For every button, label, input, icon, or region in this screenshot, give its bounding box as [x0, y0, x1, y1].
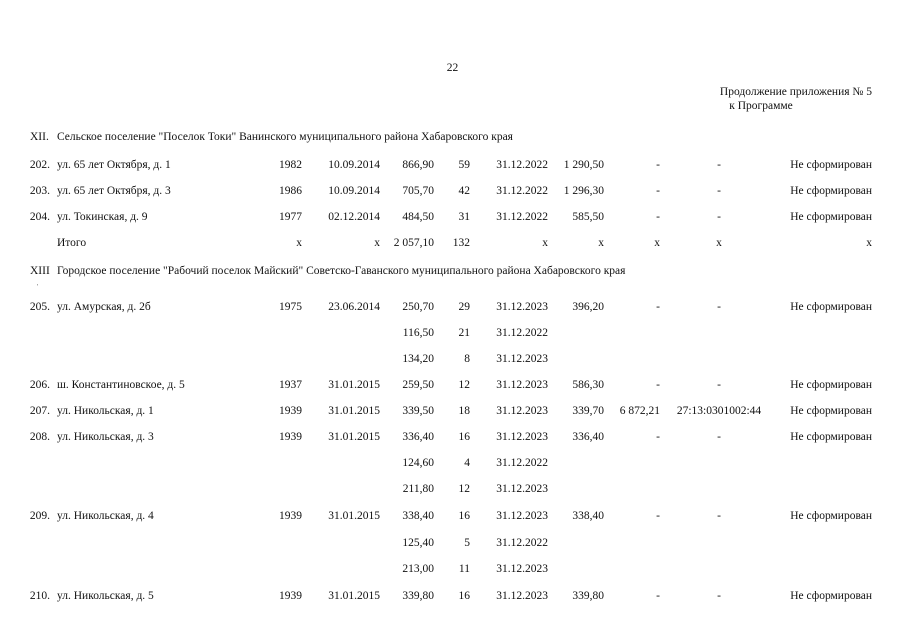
- cell-area: 705,70: [402, 185, 434, 197]
- cell-residents: 12: [458, 379, 470, 391]
- cell-land-area: 339,70: [572, 405, 604, 417]
- cell-emergency-date: 10.09.2014: [328, 185, 380, 197]
- cell-row-number: 208.: [29, 431, 50, 443]
- cell-status: Не сформирован: [790, 159, 872, 171]
- cell-status: Не сформирован: [790, 431, 872, 443]
- section-xii-number: XII.: [30, 131, 49, 143]
- cell-land-area: 336,40: [572, 431, 604, 443]
- cell-area: 484,50: [402, 211, 434, 223]
- cell-row-number: 210.: [29, 590, 50, 602]
- cell-land-area: 586,30: [572, 379, 604, 391]
- cell-row-number: 202.: [29, 159, 50, 171]
- cell-address: ш. Константиновское, д. 5: [57, 379, 185, 391]
- cell-deadline: 31.12.2023: [496, 301, 548, 313]
- cell-address: ул. Токинская, д. 9: [57, 211, 148, 223]
- page-number: 22: [446, 62, 459, 74]
- cell-cadastral-number: x: [716, 237, 722, 249]
- cell-land-area: x: [598, 237, 604, 249]
- appendix-line-2: к Программе: [729, 100, 793, 112]
- cell-address: ул. Никольская, д. 1: [57, 405, 154, 417]
- cell-cadastral-area: 6 872,21: [619, 405, 660, 417]
- cell-deadline: 31.12.2023: [496, 353, 548, 365]
- cell-residents: 16: [458, 431, 470, 443]
- cell-row-number: 209.: [29, 510, 50, 522]
- cell-address: Итого: [57, 237, 87, 249]
- cell-deadline: 31.12.2022: [496, 185, 548, 197]
- cell-cadastral-number: -: [717, 379, 721, 391]
- cell-status: Не сформирован: [790, 185, 872, 197]
- cell-cadastral-area: -: [656, 590, 660, 602]
- cell-address: ул. Никольская, д. 5: [57, 590, 154, 602]
- cell-area: 339,80: [402, 590, 434, 602]
- cell-residents: 29: [458, 301, 470, 313]
- cell-row-number: 203.: [29, 185, 50, 197]
- cell-status: Не сформирован: [790, 510, 872, 522]
- cell-emergency-date: 31.01.2015: [328, 590, 380, 602]
- cell-land-area: 396,20: [572, 301, 604, 313]
- cell-area: 116,50: [402, 327, 434, 339]
- cell-residents: 21: [458, 327, 470, 339]
- cell-area: 124,60: [402, 457, 434, 469]
- cell-area: 336,40: [402, 431, 434, 443]
- cell-cadastral-area: -: [656, 185, 660, 197]
- cell-deadline: 31.12.2023: [496, 563, 548, 575]
- cell-deadline: 31.12.2022: [496, 537, 548, 549]
- cell-residents: 16: [458, 510, 470, 522]
- cell-residents: 8: [464, 353, 470, 365]
- cell-land-area: 1 296,30: [563, 185, 604, 197]
- cell-residents: 59: [458, 159, 470, 171]
- cell-status: Не сформирован: [790, 211, 872, 223]
- cell-area: 338,40: [402, 510, 434, 522]
- cell-land-area: 1 290,50: [563, 159, 604, 171]
- cell-address: ул. Амурская, д. 2б: [57, 301, 151, 313]
- cell-emergency-date: x: [374, 237, 380, 249]
- cell-cadastral-number: -: [717, 590, 721, 602]
- cell-cadastral-number: -: [717, 510, 721, 522]
- cell-area: 125,40: [402, 537, 434, 549]
- cell-residents: 16: [458, 590, 470, 602]
- cell-emergency-date: 10.09.2014: [328, 159, 380, 171]
- cell-cadastral-area: -: [656, 379, 660, 391]
- cell-status: Не сформирован: [790, 590, 872, 602]
- cell-cadastral-number: -: [717, 211, 721, 223]
- cell-residents: 12: [458, 483, 470, 495]
- cell-status: Не сформирован: [790, 301, 872, 313]
- cell-area: 250,70: [402, 301, 434, 313]
- cell-cadastral-area: -: [656, 510, 660, 522]
- section-xiii-number: XIII: [30, 265, 50, 277]
- cell-row-number: 205.: [29, 301, 50, 313]
- cell-area: 866,90: [402, 159, 434, 171]
- cell-cadastral-area: -: [656, 211, 660, 223]
- cell-year-built: 1977: [279, 211, 302, 223]
- cell-deadline: x: [542, 237, 548, 249]
- cell-cadastral-number: -: [717, 159, 721, 171]
- cell-cadastral-area: -: [656, 431, 660, 443]
- cell-land-area: 585,50: [572, 211, 604, 223]
- cell-year-built: 1939: [279, 590, 302, 602]
- cell-emergency-date: 02.12.2014: [328, 211, 380, 223]
- cell-deadline: 31.12.2023: [496, 405, 548, 417]
- cell-status: x: [866, 237, 872, 249]
- cell-year-built: 1939: [279, 431, 302, 443]
- cell-area: 211,80: [402, 483, 434, 495]
- cell-deadline: 31.12.2023: [496, 431, 548, 443]
- cell-year-built: 1937: [279, 379, 302, 391]
- cell-cadastral-area: -: [656, 301, 660, 313]
- appendix-line-1: Продолжение приложения № 5: [719, 86, 872, 98]
- cell-address: ул. Никольская, д. 4: [57, 510, 154, 522]
- cell-residents: 5: [464, 537, 470, 549]
- cell-address: ул. 65 лет Октября, д. 1: [57, 159, 171, 171]
- cell-cadastral-area: -: [656, 159, 660, 171]
- cell-land-area: 339,80: [572, 590, 604, 602]
- cell-land-area: 338,40: [572, 510, 604, 522]
- cell-status: Не сформирован: [790, 405, 872, 417]
- cell-area: 213,00: [402, 563, 434, 575]
- cell-cadastral-number: 27:13:0301002:44: [676, 405, 762, 417]
- cell-row-number: 204.: [29, 211, 50, 223]
- cell-emergency-date: 31.01.2015: [328, 510, 380, 522]
- cell-area: 259,50: [402, 379, 434, 391]
- cell-cadastral-number: -: [717, 301, 721, 313]
- cell-row-number: 207.: [29, 405, 50, 417]
- cell-cadastral-number: -: [717, 185, 721, 197]
- cell-cadastral-area: x: [654, 237, 660, 249]
- cell-emergency-date: 23.06.2014: [328, 301, 380, 313]
- cell-deadline: 31.12.2023: [496, 510, 548, 522]
- cell-year-built: 1939: [279, 405, 302, 417]
- cell-emergency-date: 31.01.2015: [328, 405, 380, 417]
- cell-address: ул. 65 лет Октября, д. 3: [57, 185, 171, 197]
- cell-year-built: 1986: [279, 185, 302, 197]
- cell-deadline: 31.12.2023: [496, 590, 548, 602]
- cell-area: 2 057,10: [393, 237, 434, 249]
- cell-year-built: x: [296, 237, 302, 249]
- stray-mark: ': [37, 283, 39, 291]
- cell-residents: 132: [452, 237, 470, 249]
- cell-area: 134,20: [402, 353, 434, 365]
- cell-deadline: 31.12.2022: [496, 457, 548, 469]
- cell-cadastral-number: -: [717, 431, 721, 443]
- cell-address: ул. Никольская, д. 3: [57, 431, 154, 443]
- cell-residents: 42: [458, 185, 470, 197]
- cell-year-built: 1975: [279, 301, 302, 313]
- cell-year-built: 1982: [279, 159, 302, 171]
- cell-deadline: 31.12.2022: [496, 159, 548, 171]
- cell-residents: 31: [458, 211, 470, 223]
- cell-status: Не сформирован: [790, 379, 872, 391]
- cell-emergency-date: 31.01.2015: [328, 431, 380, 443]
- cell-deadline: 31.12.2023: [496, 379, 548, 391]
- cell-residents: 4: [464, 457, 470, 469]
- section-xii-title: Сельское поселение "Поселок Токи" Ванинского муниципального района Хабаровского края: [57, 131, 513, 143]
- cell-deadline: 31.12.2023: [496, 483, 548, 495]
- cell-residents: 18: [458, 405, 470, 417]
- cell-residents: 11: [458, 563, 470, 575]
- cell-row-number: 206.: [29, 379, 50, 391]
- cell-area: 339,50: [402, 405, 434, 417]
- section-xiii-title: Городское поселение "Рабочий поселок Майский" Советско-Гаванского муниципального района Хабаровского края: [57, 265, 626, 277]
- cell-deadline: 31.12.2022: [496, 211, 548, 223]
- cell-emergency-date: 31.01.2015: [328, 379, 380, 391]
- cell-year-built: 1939: [279, 510, 302, 522]
- cell-deadline: 31.12.2022: [496, 327, 548, 339]
